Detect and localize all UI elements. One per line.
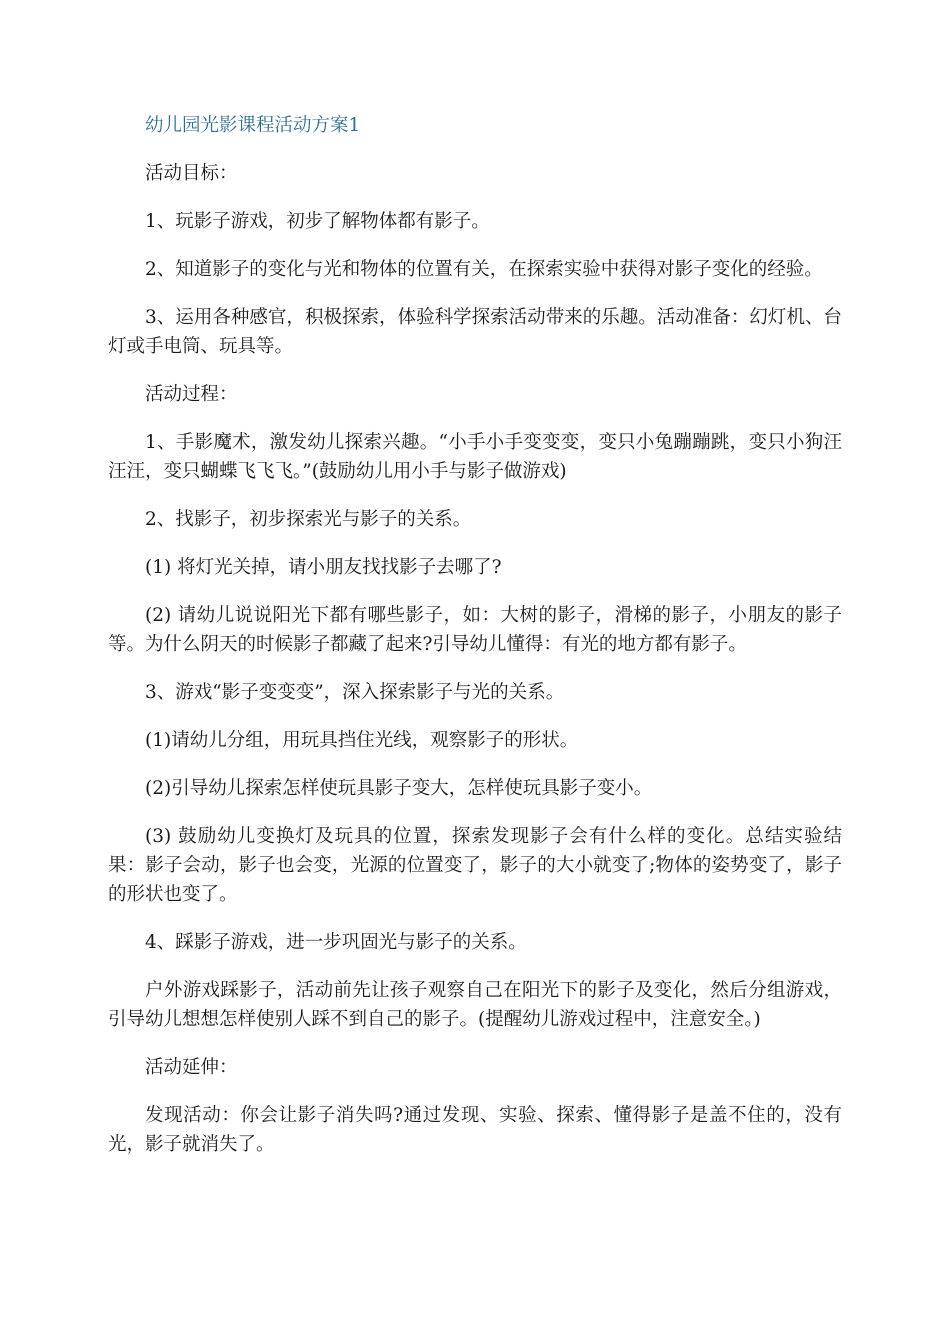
- paragraph-extension: 发现活动：你会让影子消失吗?通过发现、实验、探索、懂得影子是盖不住的，没有光，影子就消失了。: [108, 1105, 842, 1155]
- paragraph-step-2: 2、找影子，初步探索光与影子的关系。: [145, 509, 472, 530]
- paragraph-step-3-2: (2)引导幼儿探索怎样使玩具影子变大，怎样使玩具影子变小。: [145, 778, 653, 799]
- section-heading-extension: 活动延伸：: [145, 1057, 238, 1078]
- paragraph-step-4-detail: 户外游戏踩影子，活动前先让孩子观察自己在阳光下的影子及变化，然后分组游戏，引导幼儿想想怎样使别人踩不到自己的影子。(提醒幼儿游戏过程中，注意安全。): [108, 980, 842, 1030]
- paragraph-goal-2: 2、知道影子的变化与光和物体的位置有关，在探索实验中获得对影子变化的经验。: [145, 259, 823, 280]
- paragraph-goal-3: 3、运用各种感官，积极探索，体验科学探索活动带来的乐趣。活动准备：幻灯机、台灯或手电筒、玩具等。: [108, 307, 842, 357]
- document-body: [108, 111, 842, 1178]
- paragraph-step-3: 3、游戏“影子变变变”，深入探索影子与光的关系。: [145, 682, 565, 703]
- document-title: 幼儿园光影课程活动方案1: [145, 115, 361, 136]
- section-heading-process: 活动过程：: [145, 384, 238, 405]
- paragraph-step-4: 4、踩影子游戏，进一步巩固光与影子的关系。: [145, 932, 527, 953]
- section-heading-goals: 活动目标：: [145, 163, 238, 184]
- paragraph-goal-1: 1、玩影子游戏，初步了解物体都有影子。: [145, 211, 490, 232]
- paragraph-step-3-3: (3) 鼓励幼儿变换灯及玩具的位置，探索发现影子会有什么样的变化。总结实验结果：影子会动，影子也会变，光源的位置变了，影子的大小就变了;物体的姿势变了，影子的形状也变了。: [108, 826, 842, 905]
- paragraph-step-3-1: (1)请幼儿分组，用玩具挡住光线，观察影子的形状。: [145, 730, 579, 751]
- paragraph-step-1: 1、手影魔术，激发幼儿探索兴趣。“小手小手变变变，变只小兔蹦蹦跳，变只小狗汪汪汪，变只蝴蝶飞飞飞。”(鼓励幼儿用小手与影子做游戏): [108, 432, 842, 482]
- paragraph-step-2-2: (2) 请幼儿说说阳光下都有哪些影子，如：大树的影子，滑梯的影子，小朋友的影子等。为什么阴天的时候影子都藏了起来?引导幼儿懂得：有光的地方都有影子。: [108, 605, 842, 655]
- paragraph-step-2-1: (1) 将灯光关掉，请小朋友找找影子去哪了?: [145, 557, 502, 578]
